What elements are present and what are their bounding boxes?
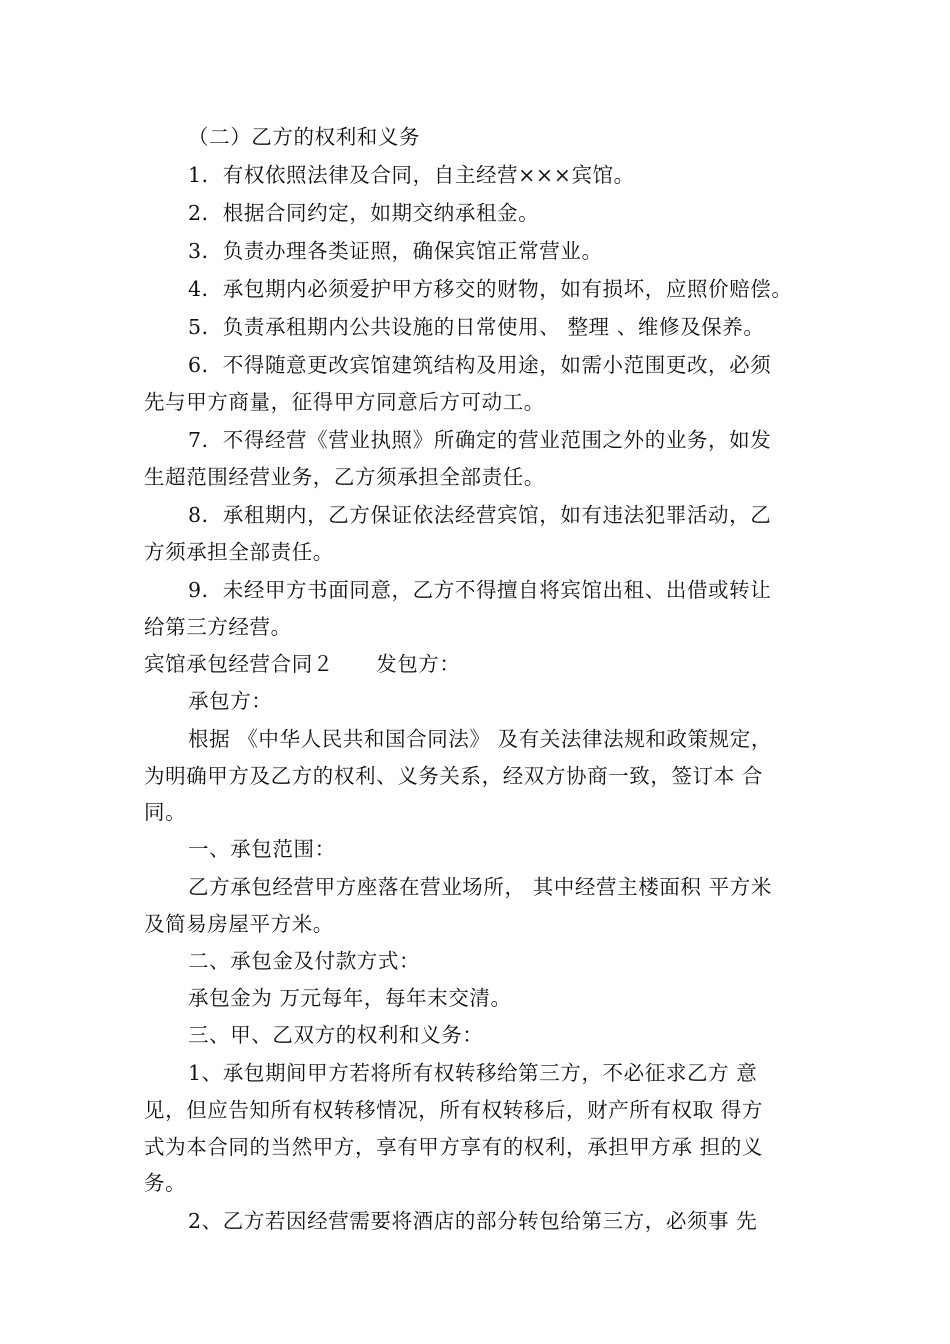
clause-9-line-1: 9．未经甲方书面同意，乙方不得擅自将宾馆出租、出借或转让 (188, 578, 772, 602)
heading-rights: 三、甲、乙双方的权利和义务： (188, 1023, 484, 1047)
heading-scope: 一、承包范围： (188, 837, 336, 861)
clause-1: 1．有权依照法律及合同，自主经营×××宾馆。 (188, 163, 635, 187)
clause-7-line-2: 生超范围经营业务，乙方须承担全部责任。 (144, 465, 545, 489)
clause-3: 3．负责办理各类证照，确保宾馆正常营业。 (188, 239, 603, 263)
scope-line-1: 乙方承包经营甲方座落在营业场所， 其中经营主楼面积 平方米 (188, 875, 772, 899)
clause-6-line-1: 6．不得随意更改宾馆建筑结构及用途，如需小范围更改，必须 (188, 353, 772, 377)
heading-payment: 二、承包金及付款方式： (188, 949, 421, 973)
contract-2-title: 宾馆承包经营合同２ 发包方： (144, 652, 461, 676)
preamble-line-2: 为明确甲方及乙方的权利、义务关系，经双方协商一致，签订本 合 (144, 764, 764, 788)
scope-line-2: 及简易房屋平方米。 (144, 912, 334, 936)
clause-7-line-1: 7．不得经营《营业执照》所确定的营业范围之外的业务，如发 (188, 428, 772, 452)
rights-1-line-3: 式为本合同的当然甲方，享有甲方享有的权利，承担甲方承 担的义 (144, 1135, 764, 1159)
clause-4: 4．承包期内必须爱护甲方移交的财物，如有损坏，应照价赔偿。 (188, 277, 793, 301)
contractor-label: 承包方： (188, 689, 273, 713)
rights-2-line-1: 2、乙方若因经营需要将酒店的部分转包给第三方，必须事 先 (188, 1209, 758, 1233)
clause-8-line-1: 8．承租期内，乙方保证依法经营宾馆，如有违法犯罪活动，乙 (188, 503, 772, 527)
clause-9-line-2: 给第三方经营。 (144, 615, 292, 639)
preamble-line-1: 根据 《中华人民共和国合同法》 及有关法律法规和政策规定， (188, 727, 772, 751)
rights-1-line-1: 1、承包期间甲方若将所有权转移给第三方，不必征求乙方 意 (188, 1061, 758, 1085)
clause-5: 5．负责承租期内公共设施的日常使用、 整理 、维修及保养。 (188, 315, 765, 339)
clause-2: 2．根据合同约定，如期交纳承租金。 (188, 201, 540, 225)
payment-line: 承包金为 万元每年，每年末交清。 (188, 986, 512, 1010)
clause-6-line-2: 先与甲方商量，征得甲方同意后方可动工。 (144, 390, 545, 414)
preamble-line-3: 同。 (144, 800, 187, 824)
rights-1-line-4: 务。 (144, 1171, 187, 1195)
rights-1-line-2: 见，但应告知所有权转移情况，所有权转移后，财产所有权取 得方 (144, 1098, 764, 1122)
clause-8-line-2: 方须承担全部责任。 (144, 540, 334, 564)
section-heading: （二）乙方的权利和义务 (188, 125, 421, 149)
